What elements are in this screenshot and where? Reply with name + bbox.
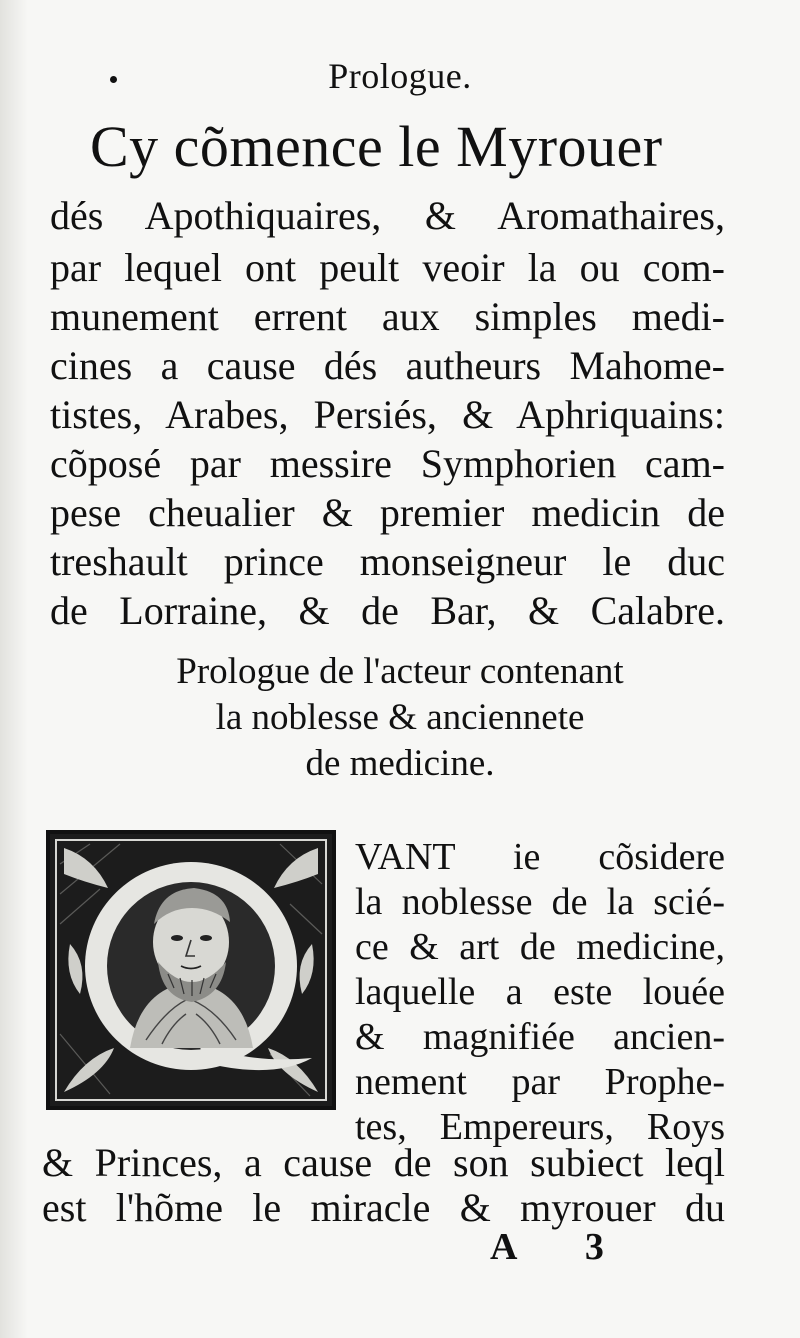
body-line: tes, Empereurs, Roys [355,1106,725,1148]
woodcut-initial-art [50,834,332,1106]
title-body-line: munement errent aux simples medi- [50,294,725,339]
body-line: & Princes, a cause de son subiect leql [42,1140,725,1185]
title-body-line: de Lorraine, & de Bar, & Calabre. [50,588,725,633]
title-body-line: treshault prince monseigneur le duc [50,539,725,584]
decorative-dot [110,76,117,83]
woodcut-initial [46,830,336,1110]
signature-mark: A 3 [490,1226,634,1268]
body-line: VANT ie cõsidere [355,836,725,878]
body-line: ce & art de medicine, [355,926,725,968]
title-body-line: cõposé par messire Symphorien cam- [50,441,725,486]
body-line: est l'hõme le miracle & myrouer du [42,1185,725,1230]
body-line: la noblesse de la scié- [355,881,725,923]
running-head: Prologue. [328,56,472,96]
page-title: Cy cõmence le Myrouer [90,114,663,179]
title-body-line: pese cheualier & premier medicin de [50,490,725,535]
body-line: laquelle a este louée [355,971,725,1013]
subheading-line: de medicine. [305,743,495,784]
title-body-line: cines a cause dés autheurs Mahome- [50,343,725,388]
body-line: nement par Prophe- [355,1061,725,1103]
title-body-line: tistes, Arabes, Persiés, & Aphriquains: [50,392,725,437]
body-line: & magnifiée ancien- [355,1016,725,1058]
subheading-line: Prologue de l'acteur contenant [176,651,624,692]
subheading-line: la noblesse & anciennete [215,697,585,738]
title-body-line: dés Apothiquaires, & Aromathaires, [50,193,725,238]
title-body-line: par lequel ont peult veoir la ou com- [50,245,725,290]
